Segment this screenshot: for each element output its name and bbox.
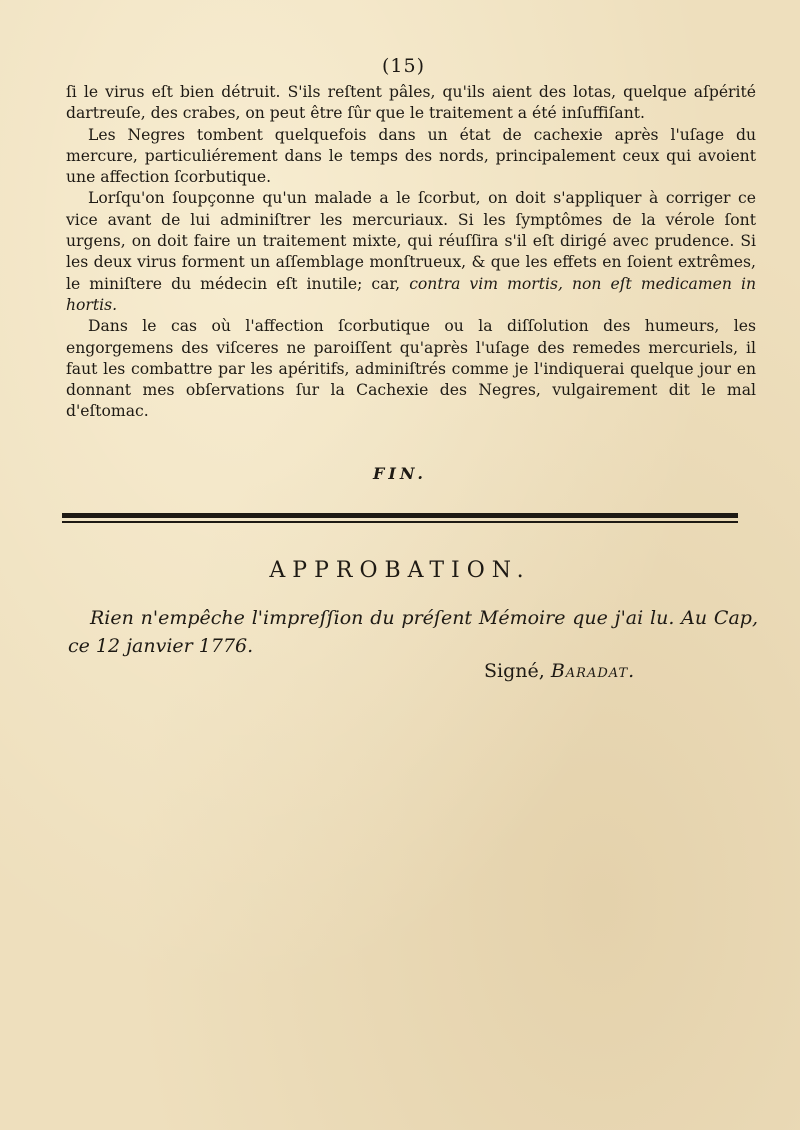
rule-thin-line: [62, 521, 738, 523]
signature: [484, 660, 635, 682]
body-text: [66, 82, 756, 423]
paragraph-1: ſi le virus eſt bien détruit. S'ils reſtent pâles, qu'ils aient des lotas, quelque aſpérité dartreuſe, des crabes, on peut être ſûr que le traitement a été inſuffiſant.: [66, 83, 756, 123]
rule-thick-line: [62, 513, 738, 518]
latin-quote: contra vim mortis, non eſt medicamen in hortis.: [66, 274, 756, 314]
paragraph-3: [66, 188, 756, 316]
approbation-title: APPROBATION.: [269, 558, 531, 583]
double-rule-divider: [62, 513, 738, 524]
paragraph-2: Les Negres tombent quelquefois dans un état de cachexie après l'uſage du mercure, particuliérement dans le temps des nords, principalement ceux qui avoient une affection ſcorbutique.: [66, 125, 756, 187]
signer-name: Baradat.: [550, 660, 636, 682]
paragraph-3-text: Lorſqu'on ſoupçonne qu'un malade a le ſcorbut, on doit s'appliquer à corriger ce vice avant de lui adminiſtrer les mercuriaux. Si les ſymptômes de la vérole ſont urgens, on doit faire un traitement mixte, qui réuſſira s'il eſt dirigé avec prudence. Si les deux virus forment un aſſemblage monſtrueux, & que les effets en ſoient extrêmes, le miniſtere du médecin eſt inutile; car,: [66, 189, 756, 293]
approbation-paragraph: Rien n'empêche l'impreſſion du préſent Mémoire que j'ai lu. Au Cap, ce 12 janvier 1776.: [68, 607, 758, 657]
fin-label: FIN.: [372, 464, 427, 483]
signed-label: Signé,: [484, 660, 545, 682]
approbation-text: [68, 604, 758, 660]
paragraph-4: Dans le cas où l'affection ſcorbutique ou la diſſolution des humeurs, les engorgemens des viſceres ne paroiſſent qu'après l'uſage des remedes mercuriels, il faut les combattre par les apéritifs, adminiſtrés comme je l'indiquerai quelque jour en donnant mes obſervations ſur la Cachexie des Negres, vulgairement dit le mal d'eſtomac.: [66, 317, 756, 421]
page-number: (15): [382, 55, 426, 77]
